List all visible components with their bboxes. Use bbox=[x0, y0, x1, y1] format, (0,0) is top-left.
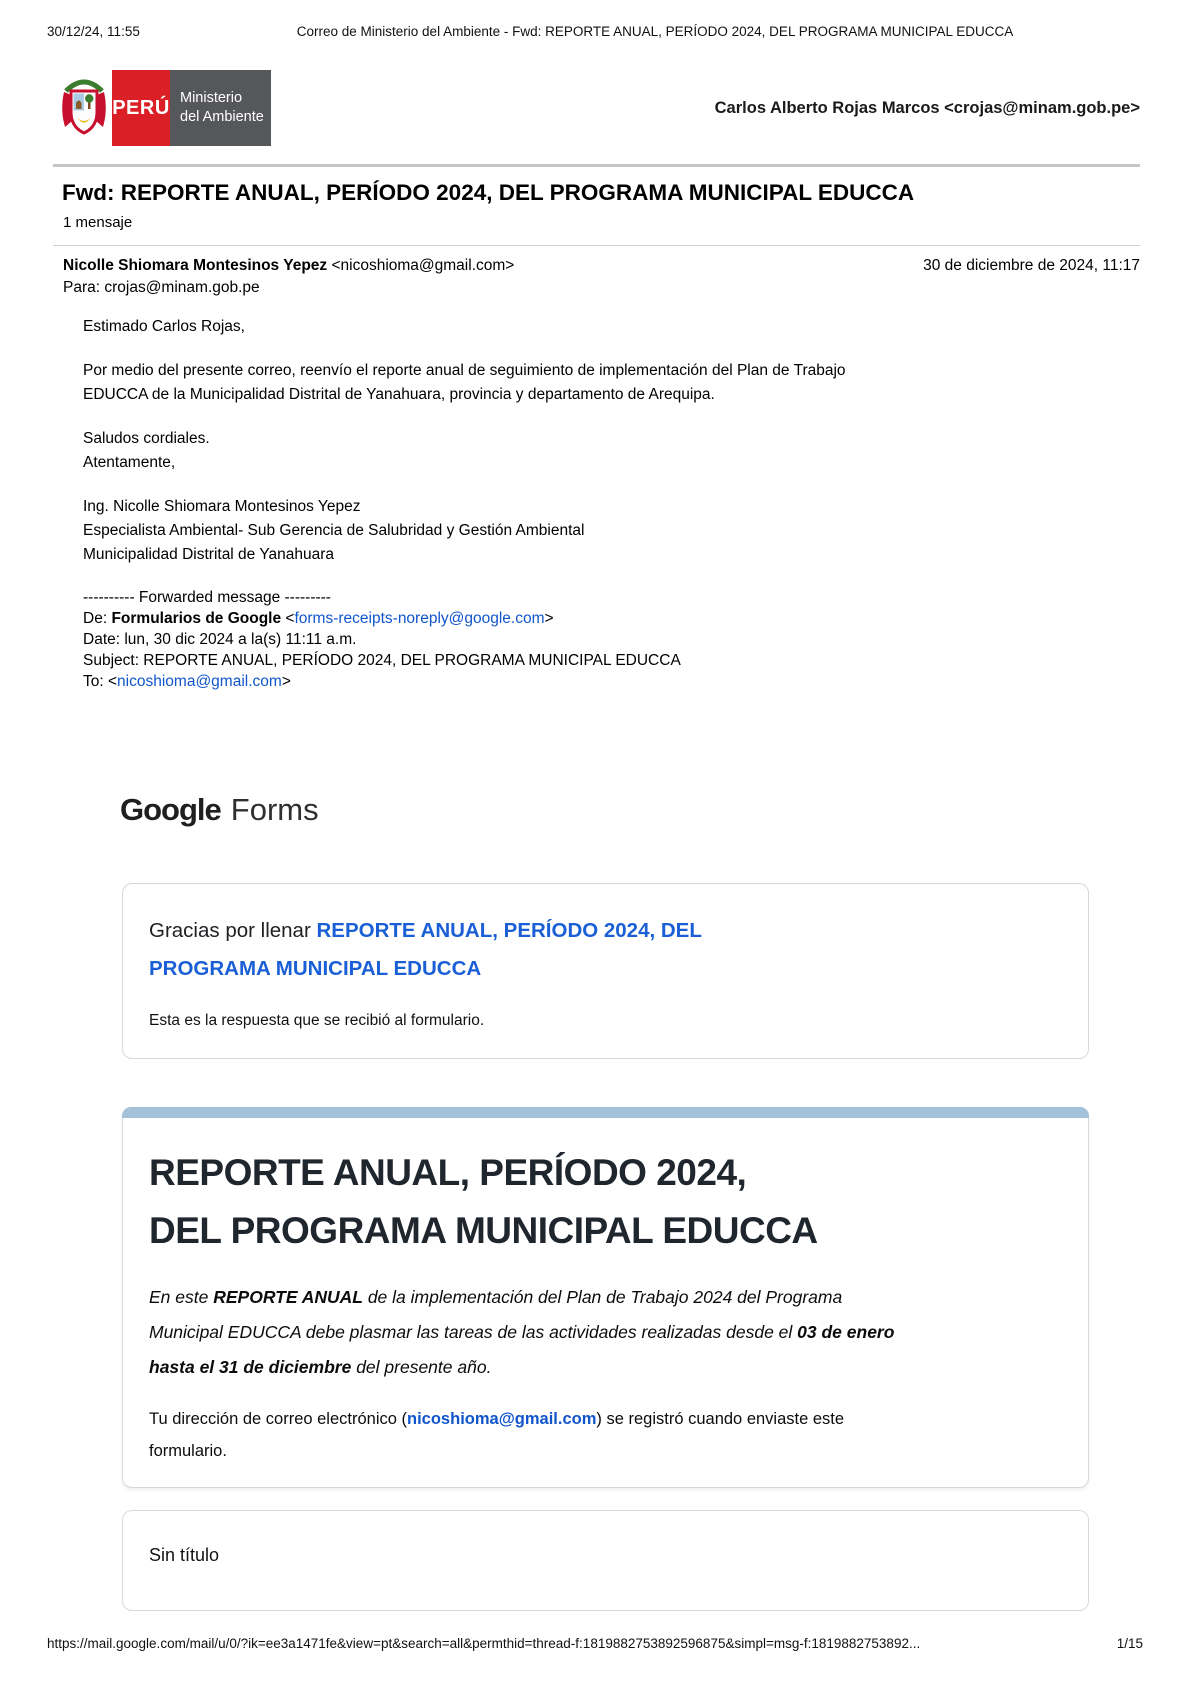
thanks-line bbox=[149, 912, 1060, 988]
closing bbox=[83, 427, 1140, 475]
logo-ministry-line2: del Ambiente bbox=[180, 109, 264, 125]
email-note-text: Tu dirección de correo electrónico ( bbox=[149, 1410, 408, 1428]
form-email-line1 bbox=[149, 1403, 1060, 1435]
print-footer bbox=[47, 1636, 1143, 1651]
card-accent-bar bbox=[122, 1107, 1089, 1118]
intro-text: Municipal EDUCCA debe plasmar las tareas de las actividades realizadas desde el bbox=[149, 1322, 798, 1342]
logo-ministry-line1: Ministerio bbox=[180, 90, 243, 106]
minam-logo bbox=[55, 70, 271, 146]
closing-line2: Atentamente, bbox=[83, 454, 176, 471]
untitled-section-card bbox=[122, 1510, 1089, 1611]
forwarded-from-email-link[interactable]: forms-receipts-noreply@google.com bbox=[294, 610, 545, 627]
thanks-prefix: Gracias por llenar bbox=[149, 919, 317, 942]
intro-text: de la implementación del Plan de Trabajo 2024 del Programa bbox=[362, 1287, 843, 1307]
form-email-note bbox=[149, 1403, 1060, 1467]
closing-line1: Saludos cordiales. bbox=[83, 430, 210, 447]
forwarded-from-label: De: bbox=[83, 610, 112, 627]
form-intro-line1 bbox=[149, 1280, 1060, 1315]
thanks-subtext: Esta es la respuesta que se recibió al formulario. bbox=[149, 1012, 485, 1029]
forwarded-to-close: > bbox=[281, 673, 291, 690]
message-from-line bbox=[63, 255, 514, 277]
intro-bold-dates-end: hasta el 31 de diciembre bbox=[149, 1357, 352, 1377]
form-intro bbox=[149, 1280, 1060, 1385]
email-body bbox=[83, 315, 1140, 692]
account-owner: Carlos Alberto Rojas Marcos <crojas@minam.gob.pe> bbox=[714, 98, 1140, 117]
signature-line3: Municipalidad Distrital de Yanahuara bbox=[83, 546, 335, 563]
signature-line1: Ing. Nicolle Shiomara Montesinos Yepez bbox=[83, 498, 361, 515]
untitled-section-label: Sin título bbox=[149, 1545, 220, 1565]
forwarded-from-name: Formularios de Google bbox=[111, 610, 282, 627]
form-title-link-line1: REPORTE ANUAL, PERÍODO 2024, DEL bbox=[316, 919, 702, 942]
message bbox=[63, 255, 1140, 1611]
forms-wordmark: Forms bbox=[230, 792, 319, 827]
body-paragraph-line2: EDUCCA de la Municipalidad Distrital de Yanahuara, provincia y departamento de Arequipa. bbox=[83, 386, 715, 403]
forwarded-from-close: > bbox=[544, 610, 554, 627]
print-header bbox=[47, 24, 1143, 39]
form-intro-line2 bbox=[149, 1315, 1060, 1350]
form-title bbox=[149, 1144, 1060, 1260]
form-response-cards bbox=[122, 883, 1089, 1611]
message-divider bbox=[53, 245, 1140, 246]
form-summary-card bbox=[122, 1107, 1089, 1488]
form-title-line2: DEL PROGRAMA MUNICIPAL EDUCCA bbox=[149, 1210, 818, 1251]
message-meta-left bbox=[63, 255, 514, 299]
forwarded-from-open: < bbox=[281, 610, 295, 627]
google-forms-logo bbox=[120, 792, 1140, 828]
intro-bold-report: REPORTE ANUAL bbox=[213, 1287, 363, 1307]
forwarded-to-email-link[interactable]: nicoshioma@gmail.com bbox=[117, 673, 282, 690]
intro-text: En este bbox=[149, 1287, 214, 1307]
forwarded-header bbox=[83, 587, 1140, 692]
peru-coat-of-arms-icon bbox=[55, 70, 112, 146]
body-paragraph-line1: Por medio del presente correo, reenvío el reporte anual de seguimiento de implementación del Plan de Trabajo bbox=[83, 362, 846, 379]
forwarded-from-line bbox=[83, 608, 1140, 629]
respondent-email-link[interactable]: nicoshioma@gmail.com bbox=[407, 1410, 597, 1428]
logo-ministry-box bbox=[170, 70, 271, 146]
sender-email: <nicoshioma@gmail.com> bbox=[327, 257, 515, 274]
print-url: https://mail.google.com/mail/u/0/?ik=ee3a1471fe&view=pt&search=all&permthid=thread-f:1819882753892596875&simpl=msg-f:1819882753892... bbox=[47, 1636, 921, 1651]
greeting: Estimado Carlos Rojas, bbox=[83, 318, 245, 335]
signature-line2: Especialista Ambiental- Sub Gerencia de Salubridad y Gestión Ambiental bbox=[83, 522, 585, 539]
logo-country-box bbox=[112, 70, 170, 146]
form-title-link-line2: PROGRAMA MUNICIPAL EDUCCA bbox=[149, 957, 482, 980]
form-summary-content bbox=[123, 1118, 1088, 1487]
form-intro-line3 bbox=[149, 1350, 1060, 1385]
header-divider bbox=[53, 164, 1140, 167]
intro-text: del presente año. bbox=[351, 1357, 492, 1377]
sender-name: Nicolle Shiomara Montesinos Yepez bbox=[63, 257, 328, 274]
thanks-card bbox=[122, 883, 1089, 1059]
forwarded-to-line bbox=[83, 671, 1140, 692]
message-to-line: Para: crojas@minam.gob.pe bbox=[63, 279, 260, 296]
page-indicator: 1/15 bbox=[1116, 1636, 1143, 1651]
signature bbox=[83, 495, 1140, 567]
logo-country-label: PERÚ bbox=[112, 96, 170, 119]
thread-subject: Fwd: REPORTE ANUAL, PERÍODO 2024, DEL PROGRAMA MUNICIPAL EDUCCA bbox=[62, 180, 915, 205]
body-paragraph bbox=[83, 359, 1140, 407]
message-meta bbox=[63, 255, 1140, 299]
email-note-text: ) se registró cuando enviaste este bbox=[596, 1410, 845, 1428]
brand-row bbox=[55, 70, 1140, 146]
google-wordmark: Google bbox=[120, 792, 221, 827]
forwarded-to-open: To: < bbox=[83, 673, 118, 690]
forwarded-date-line: Date: lun, 30 dic 2024 a la(s) 11:11 a.m. bbox=[83, 631, 357, 648]
message-date: 30 de diciembre de 2024, 11:17 bbox=[923, 257, 1140, 274]
forwarded-subject-line: Subject: REPORTE ANUAL, PERÍODO 2024, DEL PROGRAMA MUNICIPAL EDUCCA bbox=[83, 652, 681, 669]
print-document-title: Correo de Ministerio del Ambiente - Fwd: REPORTE ANUAL, PERÍODO 2024, DEL PROGRAMA MUNICIPAL EDUCCA bbox=[296, 24, 1014, 39]
forwarded-divider: ---------- Forwarded message --------- bbox=[83, 589, 331, 606]
form-title-line1: REPORTE ANUAL, PERÍODO 2024, bbox=[149, 1152, 747, 1193]
intro-bold-dates-start: 03 de enero bbox=[797, 1322, 895, 1342]
message-count: 1 mensaje bbox=[63, 214, 133, 231]
form-email-line2: formulario. bbox=[149, 1442, 227, 1460]
print-datetime: 30/12/24, 11:55 bbox=[47, 24, 140, 39]
